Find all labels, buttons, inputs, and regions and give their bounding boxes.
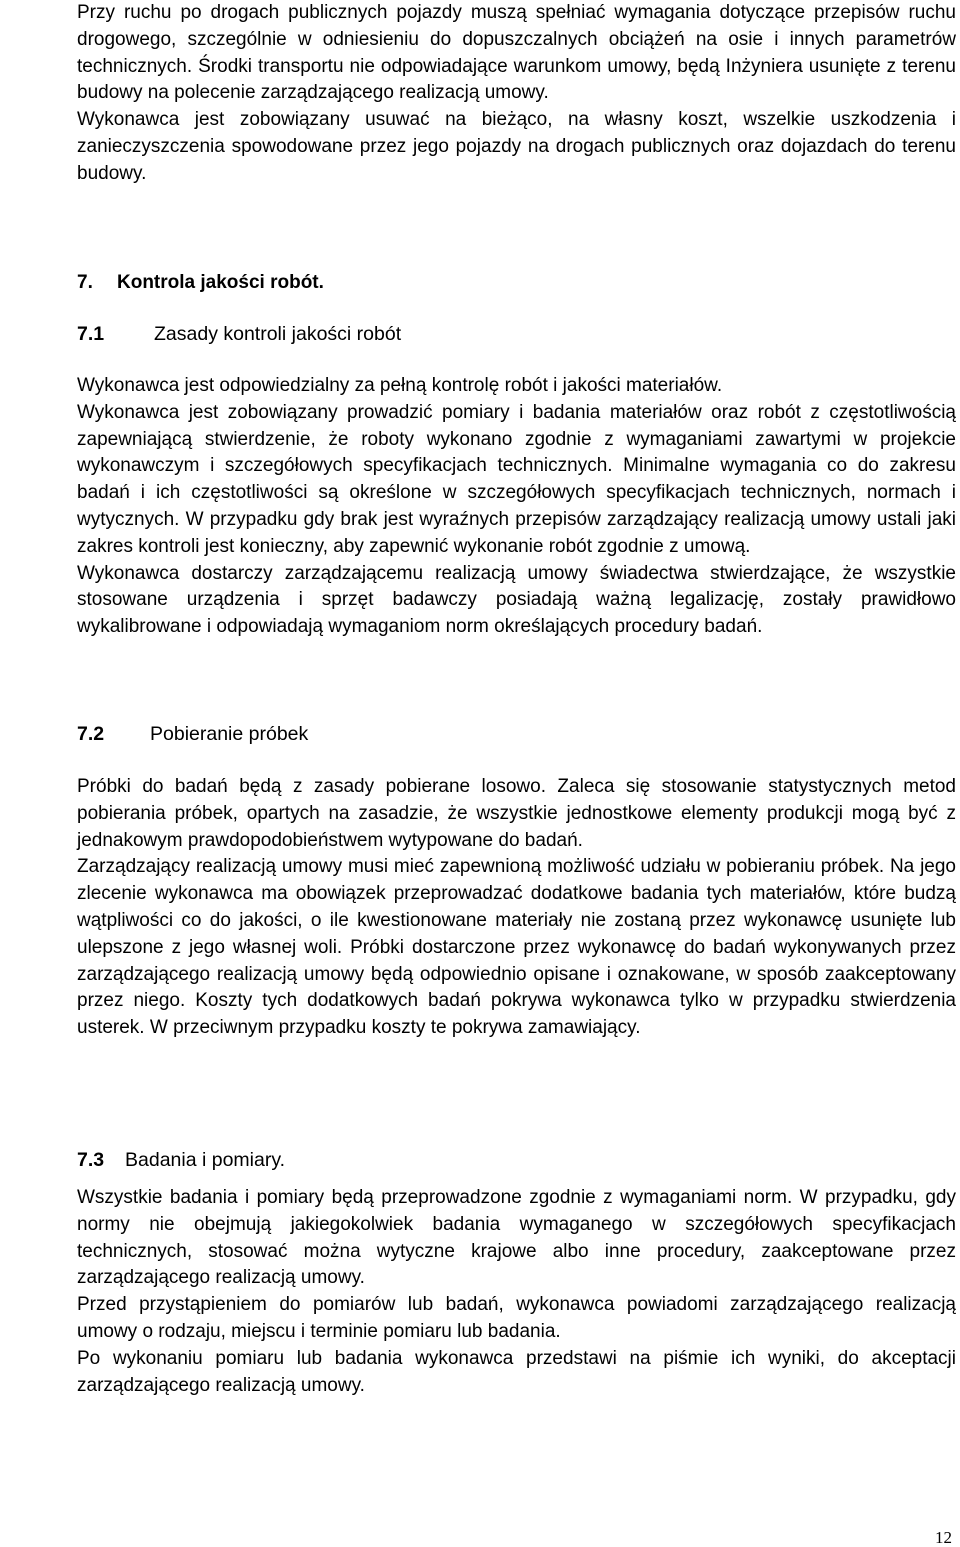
subsection-7-3-heading	[77, 1147, 285, 1173]
subsection-7-3-title: Badania i pomiary.	[125, 1149, 286, 1171]
subsection-7-3-number: 7.3	[77, 1149, 105, 1171]
subsection-7-1-number: 7.1	[77, 323, 105, 345]
subsection-7-2-number: 7.2	[77, 723, 105, 745]
subsection-7-1-body	[77, 373, 956, 641]
s73-paragraph-norms: Wszystkie badania i pomiary będą przeprowadzone zgodnie z wymaganiami norm. W przypadku, gdy normy nie obejmują jakiegokolwiek badania wymaganego w szczegółowych specyfikacjach technicznych, stosować można wytyczne krajowe albo inne procedury, zaakceptowane przez zarządzającego realizacją umowy.	[77, 1187, 956, 1289]
intro-paragraph-transport: Przy ruchu po drogach publicznych pojazdy muszą spełniać wymagania dotyczące przepisów ruchu drogowego, szczególnie w odniesieniu do dopuszczalnych obciążeń na osie i innych parametrów technicznych. Środki transportu nie odpowiadające warunkom umowy, będą Inżyniera usunięte z terenu budowy na polecenie zarządzającego realizacją umowy.	[77, 2, 956, 104]
section-7-heading	[77, 270, 324, 296]
s71-paragraph-measurements: Wykonawca jest zobowiązany prowadzić pomiary i badania materiałów oraz robót z częstotliwością zapewniającą stwierdzenie, że roboty wykonano zgodnie z wymaganiami zawartymi w projekcie wykonawczym i szczegółowych specyfikacjach technicznych. Minimalne wymagania co do zakresu badań i ich częstotliwości są określone w szczegółowych specyfikacjach technicznych, normach i wytycznych. W przypadku gdy brak jest wyraźnych przepisów zarządzający realizacją umowy ustali jaki zakres kontroli jest konieczny, aby zapewnić wykonanie robót zgodnie z umową.	[77, 401, 956, 557]
section-7-title: Kontrola jakości robót.	[117, 272, 324, 293]
s73-paragraph-results: Po wykonaniu pomiaru lub badania wykonawca przedstawi na piśmie ich wyniki, do akceptacji zarządzającego realizacją umowy.	[77, 1347, 956, 1396]
page-number: 12	[935, 1528, 952, 1547]
section-7-number: 7.	[77, 272, 93, 293]
subsection-7-2-body	[77, 774, 956, 1042]
s71-paragraph-responsibility: Wykonawca jest odpowiedzialny za pełną kontrolę robót i jakości materiałów.	[77, 375, 723, 396]
intro-paragraph-damages: Wykonawca jest zobowiązany usuwać na bieżąco, na własny koszt, wszelkie uszkodzenia i zanieczyszczenia spowodowane przez jego pojazdy na drogach publicznych oraz dojazdach do terenu budowy.	[77, 109, 956, 184]
subsection-7-1-heading	[77, 321, 401, 347]
intro-section	[77, 0, 956, 188]
subsection-7-2-title: Pobieranie próbek	[150, 723, 309, 745]
subsection-7-3-body	[77, 1185, 956, 1399]
subsection-7-1-title: Zasady kontroli jakości robót	[154, 323, 402, 345]
s71-paragraph-certificates: Wykonawca dostarczy zarządzającemu realizacją umowy świadectwa stwierdzające, że wszystkie stosowane urządzenia i sprzęt badawczy posiadają ważną legalizację, zostały prawidłowo wykalibrowane i odpowiadają wymaganiom norm określających procedury badań.	[77, 562, 956, 638]
s72-paragraph-participation: Zarządzający realizacją umowy musi mieć zapewnioną możliwość udziału w pobieraniu próbek. Na jego zlecenie wykonawca ma obowiązek przeprowadzać dodatkowe badania tych materiałów, które budzą wątpliwości co do jakości, o ile kwestionowane materiały nie zostaną przez wykonawcę usunięte lub ulepszone z jego własnej woli. Próbki dostarczone przez wykonawcę do badań wykonywanych przez zarządzającego realizacją umowy będą odpowiednio opisane i oznakowane, w sposób zaakceptowany przez niego. Koszty tych dodatkowych badań pokrywa wykonawca tylko w przypadku stwierdzenia usterek. W przeciwnym przypadku koszty te pokrywa zamawiający.	[77, 856, 956, 1039]
s72-paragraph-random-sampling: Próbki do badań będą z zasady pobierane losowo. Zaleca się stosowanie statystycznych metod pobierania próbek, opartych na zasadzie, że wszystkie jednostkowe elementy produkcji mogą być z jednakowym prawdopodobieństwem wytypowane do badań.	[77, 776, 956, 851]
subsection-7-2-heading	[77, 721, 308, 747]
s73-paragraph-notification: Przed przystąpieniem do pomiarów lub badań, wykonawca powiadomi zarządzającego realizacją umowy o rodzaju, miejscu i terminie pomiaru lub badania.	[77, 1294, 956, 1342]
